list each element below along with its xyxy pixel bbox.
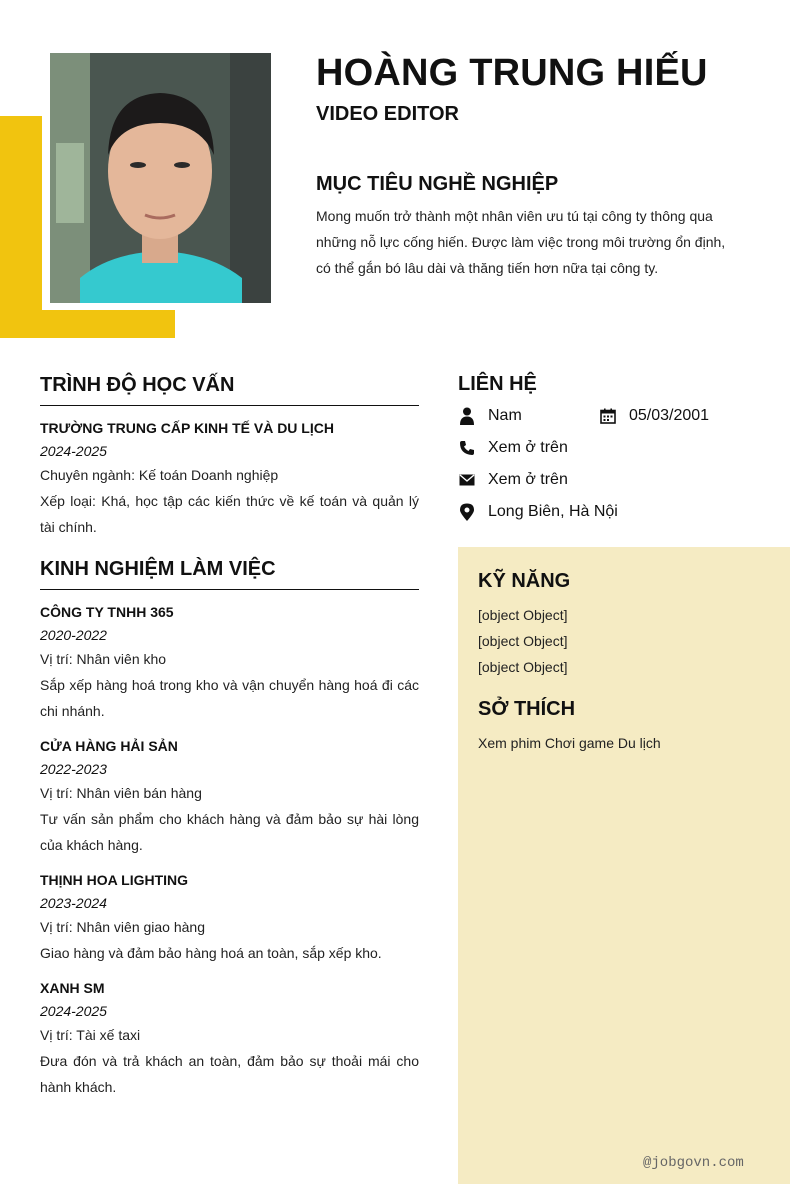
experience-heading: KINH NGHIỆM LÀM VIỆC <box>40 558 419 590</box>
email-value[interactable]: Xem ở trên <box>488 471 568 488</box>
experience-description: Tư vấn sản phẩm cho khách hàng và đảm bảo sự hài lòng của khách hàng. <box>40 811 419 853</box>
experience-description: Giao hàng và đảm bảo hàng hoá an toàn, sắp xếp kho. <box>40 945 382 961</box>
experience-description: Sắp xếp hàng hoá trong kho và vận chuyển hàng hoá đi các chi nhánh. <box>40 677 419 719</box>
contact-heading: LIÊN HỆ <box>458 373 537 395</box>
school-name: TRƯỜNG TRUNG CẤP KINH TẾ VÀ DU LỊCH <box>40 420 334 436</box>
objective-text: Mong muốn trở thành một nhân viên ưu tú tại công ty thông qua những nỗ lực cống hiến. Được làm việc trong môi trường ổn định, có thể gắn bó lâu dài và thăng tiến hơn nữa tại công ty. <box>316 208 726 276</box>
skills-heading: KỸ NĂNG <box>478 570 571 592</box>
experience-entry <box>40 736 419 858</box>
contact-email <box>458 468 568 492</box>
objective-heading: MỤC TIÊU NGHỀ NGHIỆP <box>316 173 559 195</box>
experience-date: 2022-2023 <box>40 761 107 777</box>
person-icon <box>458 407 476 425</box>
education-date: 2024-2025 <box>40 443 107 459</box>
education-heading: TRÌNH ĐỘ HỌC VẤN <box>40 374 419 406</box>
experience-entry <box>40 602 419 724</box>
phone-icon <box>458 439 476 457</box>
experience-position: Vị trí: Nhân viên giao hàng <box>40 919 205 935</box>
profile-photo <box>50 53 271 303</box>
skill-item: [object Object] <box>478 659 568 675</box>
company-name: CỬA HÀNG HẢI SẢN <box>40 738 178 754</box>
company-name: XANH SM <box>40 980 105 996</box>
calendar-icon <box>599 407 617 425</box>
experience-entry <box>40 870 419 966</box>
experience-date: 2023-2024 <box>40 895 107 911</box>
mail-icon <box>458 471 476 489</box>
contact-address <box>458 500 618 524</box>
gender-value: Nam <box>488 407 522 424</box>
candidate-role: VIDEO EDITOR <box>316 103 459 125</box>
education-grade: Xếp loại: Khá, học tập các kiến thức về kế toán và quản lý tài chính. <box>40 493 419 535</box>
phone-value[interactable]: Xem ở trên <box>488 439 568 456</box>
experience-date: 2024-2025 <box>40 1003 107 1019</box>
candidate-name: HOÀNG TRUNG HIẾU <box>316 52 708 94</box>
hobbies-text: Xem phim Chơi game Du lịch <box>478 735 661 751</box>
experience-description: Đưa đón và trả khách an toàn, đảm bảo sự thoải mái cho hành khách. <box>40 1053 419 1095</box>
experience-position: Vị trí: Nhân viên bán hàng <box>40 785 202 801</box>
watermark: @jobgovn.com <box>643 1155 744 1171</box>
experience-entry <box>40 978 419 1100</box>
left-column <box>40 374 419 1112</box>
skill-item: [object Object] <box>478 633 568 649</box>
birthday-value: 05/03/2001 <box>629 407 710 424</box>
education-major: Chuyên ngành: Kế toán Doanh nghiệp <box>40 467 279 483</box>
contact-gender <box>458 404 522 428</box>
contact-phone <box>458 436 568 460</box>
skill-item: [object Object] <box>478 607 568 623</box>
company-name: THỊNH HOA LIGHTING <box>40 872 189 888</box>
experience-position: Vị trí: Tài xế taxi <box>40 1027 141 1043</box>
experience-date: 2020-2022 <box>40 627 107 643</box>
location-pin-icon <box>458 503 476 521</box>
company-name: CÔNG TY TNHH 365 <box>40 604 174 620</box>
address-value: Long Biên, Hà Nội <box>488 503 618 520</box>
contact-birthday <box>599 404 709 428</box>
hobbies-heading: SỞ THÍCH <box>478 698 576 720</box>
experience-position: Vị trí: Nhân viên kho <box>40 651 167 667</box>
education-entry <box>40 418 419 540</box>
